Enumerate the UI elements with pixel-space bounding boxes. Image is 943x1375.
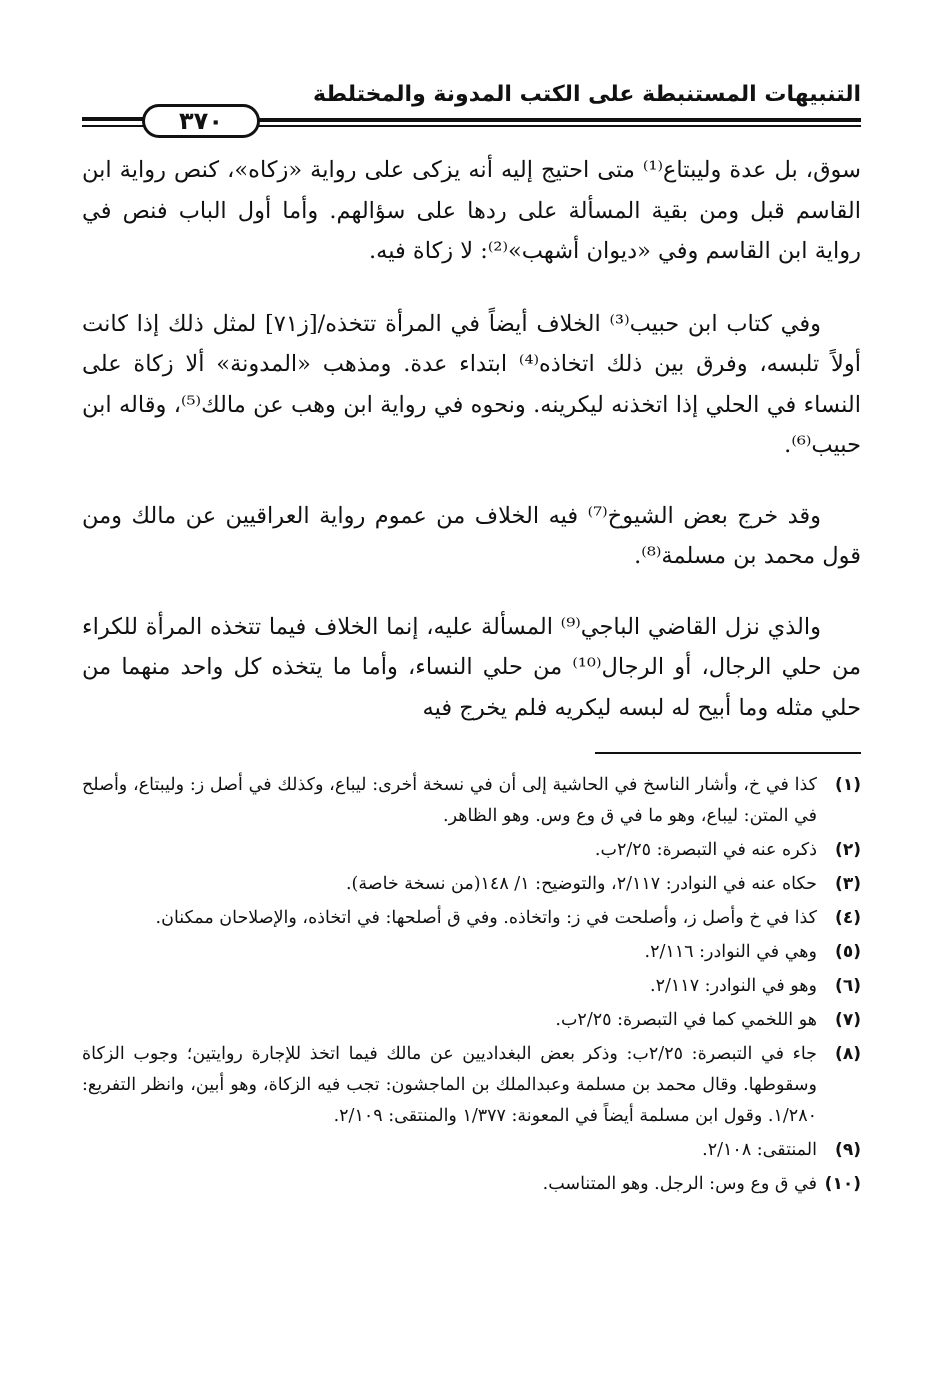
footnote-number: (٤) [835,908,861,928]
main-text [82,150,861,758]
footnote [82,1169,861,1200]
footnote-number: (٢) [835,840,861,860]
footnote [82,770,861,832]
footnote [82,937,861,968]
footnote-number: (١) [835,775,861,795]
footnote-number: (٩) [835,1140,861,1160]
footnote-number: (٨) [835,1044,861,1064]
footnote-text: كذا في خ وأصل ز، وأصلحت في ز: واتخاذه. وفي ق أصلحها: في اتخاذه، والإصلاحان ممكنان. [155,908,817,928]
footnote [82,1039,861,1132]
footnote-text: هو اللخمي كما في التبصرة: ٢/٢٥ب. [555,1010,817,1030]
header-title: التنبيهات المستنبطة على الكتب المدونة والمختلطة [312,82,861,107]
footnote [82,869,861,900]
page-number-rule-thin [82,125,144,127]
footnote-text: كذا في خ، وأشار الناسخ في الحاشية إلى أن في نسخة أخرى: ليباع، وكذلك في أصل ز: وليبتاع، وأصلح في المتن: ليباع، وهو ما في ق وع وس. وهو الظاهر. [82,775,817,826]
header-rule-thin [221,125,861,127]
footnote-text: جاء في التبصرة: ٢/٢٥ب: وذكر بعض البغداديين عن مالك فيما اتخذ للإجارة روايتين؛ وجوب الزكاة وسقوطها. وقال محمد بن مسلمة وعبدالملك بن الماجشون: تجب فيه الزكاة، وهو أبين، وانظر التفريع: ١/٢٨٠. وقول ابن مسلمة أيضاً في المعونة: ١/٣٧٧ والمنتقى: ٢/١٠٩. [82,1044,818,1126]
page-number: ٣٧٠ [142,104,260,138]
footnote-text: ذكره عنه في التبصرة: ٢/٢٥ب. [594,840,817,860]
running-header [82,82,861,135]
paragraph: وفي كتاب ابن حبيب⁽³⁾ الخلاف أيضاً في المرأة تتخذه/[ز٧١] لمثل ذلك إذا كانت أولاً تلبسه، وفرق بين ذلك اتخاذه⁽⁴⁾ ابتداء عدة. ومذهب «المدونة» ألا زكاة على النساء في الحلي إذا اتخذنه ليكرينه. ونحوه في رواية ابن وهب عن مالك⁽⁵⁾، وقاله ابن حبيب⁽⁶⁾. [82,310,861,458]
footnote [82,903,861,934]
paragraph: سوق، بل عدة وليبتاع⁽¹⁾ متى احتيج إليه أنه يزكى على رواية «زكاه»، كنص رواية ابن القاسم قبل ومن بقية المسألة على ردها على سؤالهم. وأما أول الباب فنص في رواية ابن القاسم وفي «ديوان أشهب»⁽²⁾: لا زكاة فيه. [82,157,861,264]
paragraph: والذي نزل القاضي الباجي⁽⁹⁾ المسألة عليه، إنما الخلاف فيما تتخذه المرأة للكراء من حلي الرجال، أو الرجال⁽¹⁰⁾ من حلي النساء، وأما ما يتخذه كل واحد منهما من حلي مثله وما أبيح له لبسه ليكريه فلم يخرج فيه [82,613,862,721]
paragraph: وقد خرج بعض الشيوخ⁽⁷⁾ فيه الخلاف من عموم رواية العراقيين عن مالك ومن قول محمد بن مسلمة⁽⁸⁾. [82,502,861,569]
footnote-text: وهي في النوادر: ٢/١١٦. [644,942,817,962]
footnote-number: (٦) [835,976,861,996]
footnote [82,1005,861,1036]
footnote [82,1135,861,1166]
footnote [82,971,861,1002]
footnote [82,835,861,866]
footnote-text: في ق وع وس: الرجل. وهو المتناسب. [542,1174,817,1194]
footnote-text: حكاه عنه في النوادر: ٢/١١٧، والتوضيح: ١/ ١٤٨(من نسخة خاصة). [345,874,817,894]
footnote-number: (٣) [835,874,861,894]
footnote-separator [595,752,861,754]
header-rule [221,118,861,122]
page-number-rule [82,117,144,121]
footnote-number: (١٠) [824,1174,861,1194]
footnote-text: وهو في النوادر: ٢/١١٧. [650,976,817,996]
footnote-number: (٥) [835,942,861,962]
footnote-number: (٧) [835,1010,861,1030]
page [82,0,861,1375]
footnotes [82,770,861,1203]
footnote-text: المنتقى: ٢/١٠٨. [702,1140,817,1160]
